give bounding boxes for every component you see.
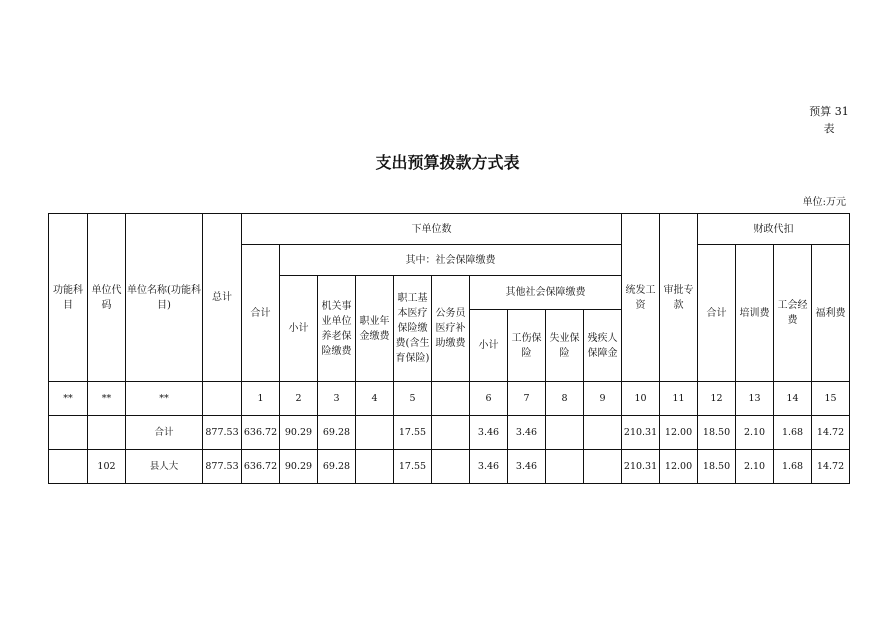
index-cell: 8: [546, 382, 584, 416]
header-unit-code: 单位代码: [88, 214, 126, 382]
table-cell: [584, 450, 622, 484]
header-unit-name: 单位名称(功能科目): [126, 214, 203, 382]
table-cell: 1.68: [774, 416, 812, 450]
index-cell: 9: [584, 382, 622, 416]
table-cell: 877.53: [203, 450, 242, 484]
header-func-subject: 功能科目: [49, 214, 88, 382]
table-cell: 2.10: [736, 450, 774, 484]
table-cell: [356, 416, 394, 450]
table-row-unit: [49, 450, 850, 484]
table-cell: 17.55: [394, 416, 432, 450]
table-cell: 69.28: [318, 416, 356, 450]
table-cell: 14.72: [812, 416, 850, 450]
table-cell: 12.00: [660, 450, 698, 484]
index-cell: **: [88, 382, 126, 416]
table-cell: 18.50: [698, 416, 736, 450]
table-cell: 636.72: [242, 450, 280, 484]
table-cell: 102: [88, 450, 126, 484]
header-welfare: 福利费: [812, 245, 850, 382]
header-fiscal-withhold: 财政代扣: [698, 214, 850, 245]
index-cell: [203, 382, 242, 416]
index-cell: 13: [736, 382, 774, 416]
header-disability: 残疾人保障金: [584, 310, 622, 382]
header-social-security: 其中：社会保障缴费: [280, 245, 622, 276]
index-cell: 2: [280, 382, 318, 416]
index-cell: 10: [622, 382, 660, 416]
header-unified-salary: 统发工资: [622, 214, 660, 382]
table-cell: [49, 416, 88, 450]
index-cell: 14: [774, 382, 812, 416]
index-cell: 15: [812, 382, 850, 416]
table-cell: [432, 416, 470, 450]
table-cell: 90.29: [280, 416, 318, 450]
table-cell: 2.10: [736, 416, 774, 450]
header-other-ss: 其他社会保障缴费: [470, 276, 622, 310]
header-training: 培训费: [736, 245, 774, 382]
table-cell: 合计: [126, 416, 203, 450]
header-unemployment: 失业保险: [546, 310, 584, 382]
index-cell: 12: [698, 382, 736, 416]
header-special-review: 审批专款: [660, 214, 698, 382]
index-cell: **: [49, 382, 88, 416]
table-cell: 3.46: [470, 450, 508, 484]
header-injury: 工伤保险: [508, 310, 546, 382]
page-title: 支出预算拨款方式表: [375, 153, 520, 172]
header-union-fee: 工会经费: [774, 245, 812, 382]
table-cell: 69.28: [318, 450, 356, 484]
index-cell: 11: [660, 382, 698, 416]
table-cell: 3.46: [508, 416, 546, 450]
index-cell: 5: [394, 382, 432, 416]
table-cell: [546, 416, 584, 450]
budget-table: [48, 213, 850, 484]
form-number: [800, 103, 858, 137]
form-number-line1: 预算 31: [809, 105, 849, 118]
table-cell: 1.68: [774, 450, 812, 484]
table-cell: [584, 416, 622, 450]
table-cell: 3.46: [508, 450, 546, 484]
table-cell: 210.31: [622, 416, 660, 450]
index-cell: 3: [318, 382, 356, 416]
header-medical: 职工基本医疗保险缴费(含生育保险): [394, 276, 432, 382]
header-total: 总计: [203, 214, 242, 382]
table-cell: [49, 450, 88, 484]
header-civil-medical: 公务员医疗补助缴费: [432, 276, 470, 382]
index-cell: 7: [508, 382, 546, 416]
header-pension: 机关事业单位养老保险缴费: [318, 276, 356, 382]
table-cell: 3.46: [470, 416, 508, 450]
header-other-subtotal: 小计: [470, 310, 508, 382]
table-cell: 县人大: [126, 450, 203, 484]
index-cell: 4: [356, 382, 394, 416]
table-cell: 14.72: [812, 450, 850, 484]
table-cell: 90.29: [280, 450, 318, 484]
table-cell: 12.00: [660, 416, 698, 450]
index-cell: 1: [242, 382, 280, 416]
table-cell: 18.50: [698, 450, 736, 484]
table-cell: 636.72: [242, 416, 280, 450]
table-cell: 877.53: [203, 416, 242, 450]
index-cell: **: [126, 382, 203, 416]
header-annuity: 职业年金缴费: [356, 276, 394, 382]
table-row-total: [49, 416, 850, 450]
header-lower-total: 合计: [242, 245, 280, 382]
table-cell: [356, 450, 394, 484]
unit-label: 单位:万元: [802, 197, 846, 208]
table-cell: 210.31: [622, 450, 660, 484]
table-cell: [432, 450, 470, 484]
table-cell: [546, 450, 584, 484]
header-ss-subtotal: 小计: [280, 276, 318, 382]
index-cell: [432, 382, 470, 416]
header-fw-total: 合计: [698, 245, 736, 382]
index-cell: 6: [470, 382, 508, 416]
form-number-line2: 表: [823, 122, 835, 135]
header-lower-units: 下单位数: [242, 214, 622, 245]
header-row-1: [49, 214, 850, 245]
table-cell: 17.55: [394, 450, 432, 484]
index-row: [49, 382, 850, 416]
table-cell: [88, 416, 126, 450]
